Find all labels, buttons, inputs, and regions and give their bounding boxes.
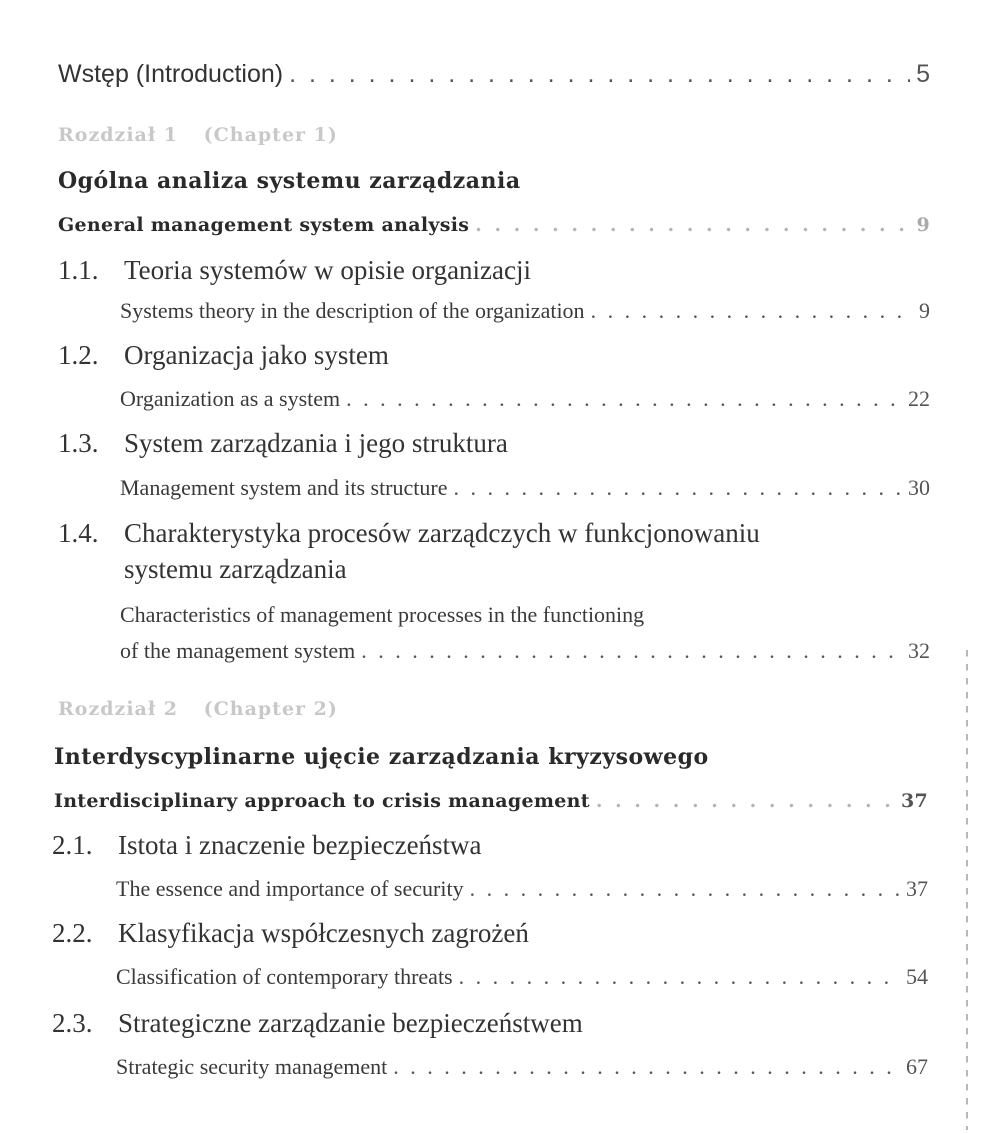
chapter-1-label (58, 124, 338, 146)
section-1-3-page-number: 30 (908, 475, 930, 500)
toc-entry-section-1-2 (120, 386, 930, 412)
section-2-3-title-pl (52, 1008, 583, 1039)
section-1-2-title-pl (58, 340, 389, 371)
toc-entry-section-2-2 (116, 964, 928, 990)
section-2-2-page-number: 54 (906, 964, 928, 989)
chapter-2-title-pl: Interdyscyplinarne ujęcie zarządzania kryzysowego (54, 744, 709, 770)
introduction-page-number: 5 (916, 60, 930, 88)
section-1-4-title-en-line-2: of the management system (120, 638, 356, 663)
chapter-1-label-en: (Chapter 1) (203, 124, 338, 146)
dot-leader (361, 638, 902, 664)
toc-entry-section-2-3 (116, 1054, 928, 1080)
toc-entry-introduction (58, 60, 930, 89)
section-1-3-number: 1.3. (58, 428, 99, 458)
section-2-3-page-number: 67 (906, 1054, 928, 1079)
chapter-2-label-pl: Rozdział 2 (58, 698, 179, 720)
section-2-1-title-pl (52, 830, 482, 861)
toc-entry-section-1-4 (120, 638, 930, 664)
page-margin-artifact (966, 650, 968, 1130)
chapter-1-title-pl: Ogólna analiza systemu zarządzania (58, 168, 521, 194)
chapter-1-page-number: 9 (916, 214, 930, 236)
dot-leader (591, 298, 913, 324)
section-1-1-number: 1.1. (58, 255, 99, 285)
section-2-2-title-en: Classification of contemporary threats (116, 964, 453, 989)
section-1-4-title-en-line-1: Characteristics of management processes in the functioning (120, 602, 645, 627)
section-1-4-title-pl-line-1: Charakterystyka procesów zarządczych w funkcjonowaniu (124, 518, 760, 548)
chapter-2-label-en: (Chapter 2) (203, 698, 338, 720)
chapter-1-label-pl: Rozdział 1 (58, 124, 179, 146)
dot-leader (475, 214, 910, 236)
dot-leader (289, 60, 910, 89)
section-2-2-title-pl-text: Klasyfikacja współczesnych zagrożeń (118, 918, 529, 948)
section-1-1-title-pl (58, 255, 531, 286)
chapter-1-title-en: General management system analysis (58, 214, 470, 236)
chapter-2-title-en: Interdisciplinary approach to crisis management (54, 790, 590, 812)
section-1-4-title-pl (58, 518, 760, 549)
section-1-3-title-pl (58, 428, 508, 459)
dot-leader (459, 964, 900, 990)
chapter-2-label (58, 698, 338, 720)
section-2-2-number: 2.2. (52, 918, 93, 948)
section-1-3-title-pl-text: System zarządzania i jego struktura (124, 428, 508, 458)
section-1-1-title-pl-text: Teoria systemów w opisie organizacji (124, 255, 532, 285)
section-2-1-title-pl-text: Istota i znaczenie bezpieczeństwa (118, 830, 482, 860)
section-1-4-page-number: 32 (908, 638, 930, 663)
toc-entry-chapter-2 (54, 790, 928, 812)
section-2-1-title-en: The essence and importance of security (116, 876, 464, 901)
section-2-2-title-pl (52, 918, 529, 949)
section-1-1-page-number: 9 (919, 298, 930, 323)
dot-leader (470, 876, 900, 902)
dot-leader (393, 1054, 900, 1080)
section-1-2-title-en: Organization as a system (120, 386, 341, 411)
section-1-4-title-pl-line-2: systemu zarządzania (124, 554, 347, 584)
section-1-4-number: 1.4. (58, 518, 99, 548)
dot-leader (453, 475, 902, 501)
section-1-2-title-pl-text: Organizacja jako system (124, 340, 389, 370)
section-1-1-title-en: Systems theory in the description of the organization (120, 298, 585, 323)
section-1-3-title-en: Management system and its structure (120, 475, 448, 500)
section-2-3-title-pl-text: Strategiczne zarządzanie bezpieczeństwem (118, 1008, 583, 1038)
toc-entry-section-2-1 (116, 876, 928, 902)
dot-leader (346, 386, 902, 412)
section-2-3-number: 2.3. (52, 1008, 93, 1038)
toc-entry-section-1-1 (120, 298, 930, 324)
dot-leader (596, 790, 895, 812)
section-1-2-page-number: 22 (908, 386, 930, 411)
section-2-1-number: 2.1. (52, 830, 93, 860)
section-2-3-title-en: Strategic security management (116, 1054, 388, 1079)
toc-entry-chapter-1 (58, 214, 930, 236)
introduction-title: Wstęp (Introduction) (58, 60, 284, 88)
chapter-2-page-number: 37 (900, 790, 928, 812)
section-1-2-number: 1.2. (58, 340, 99, 370)
section-2-1-page-number: 37 (906, 876, 928, 901)
toc-entry-section-1-3 (120, 475, 930, 501)
